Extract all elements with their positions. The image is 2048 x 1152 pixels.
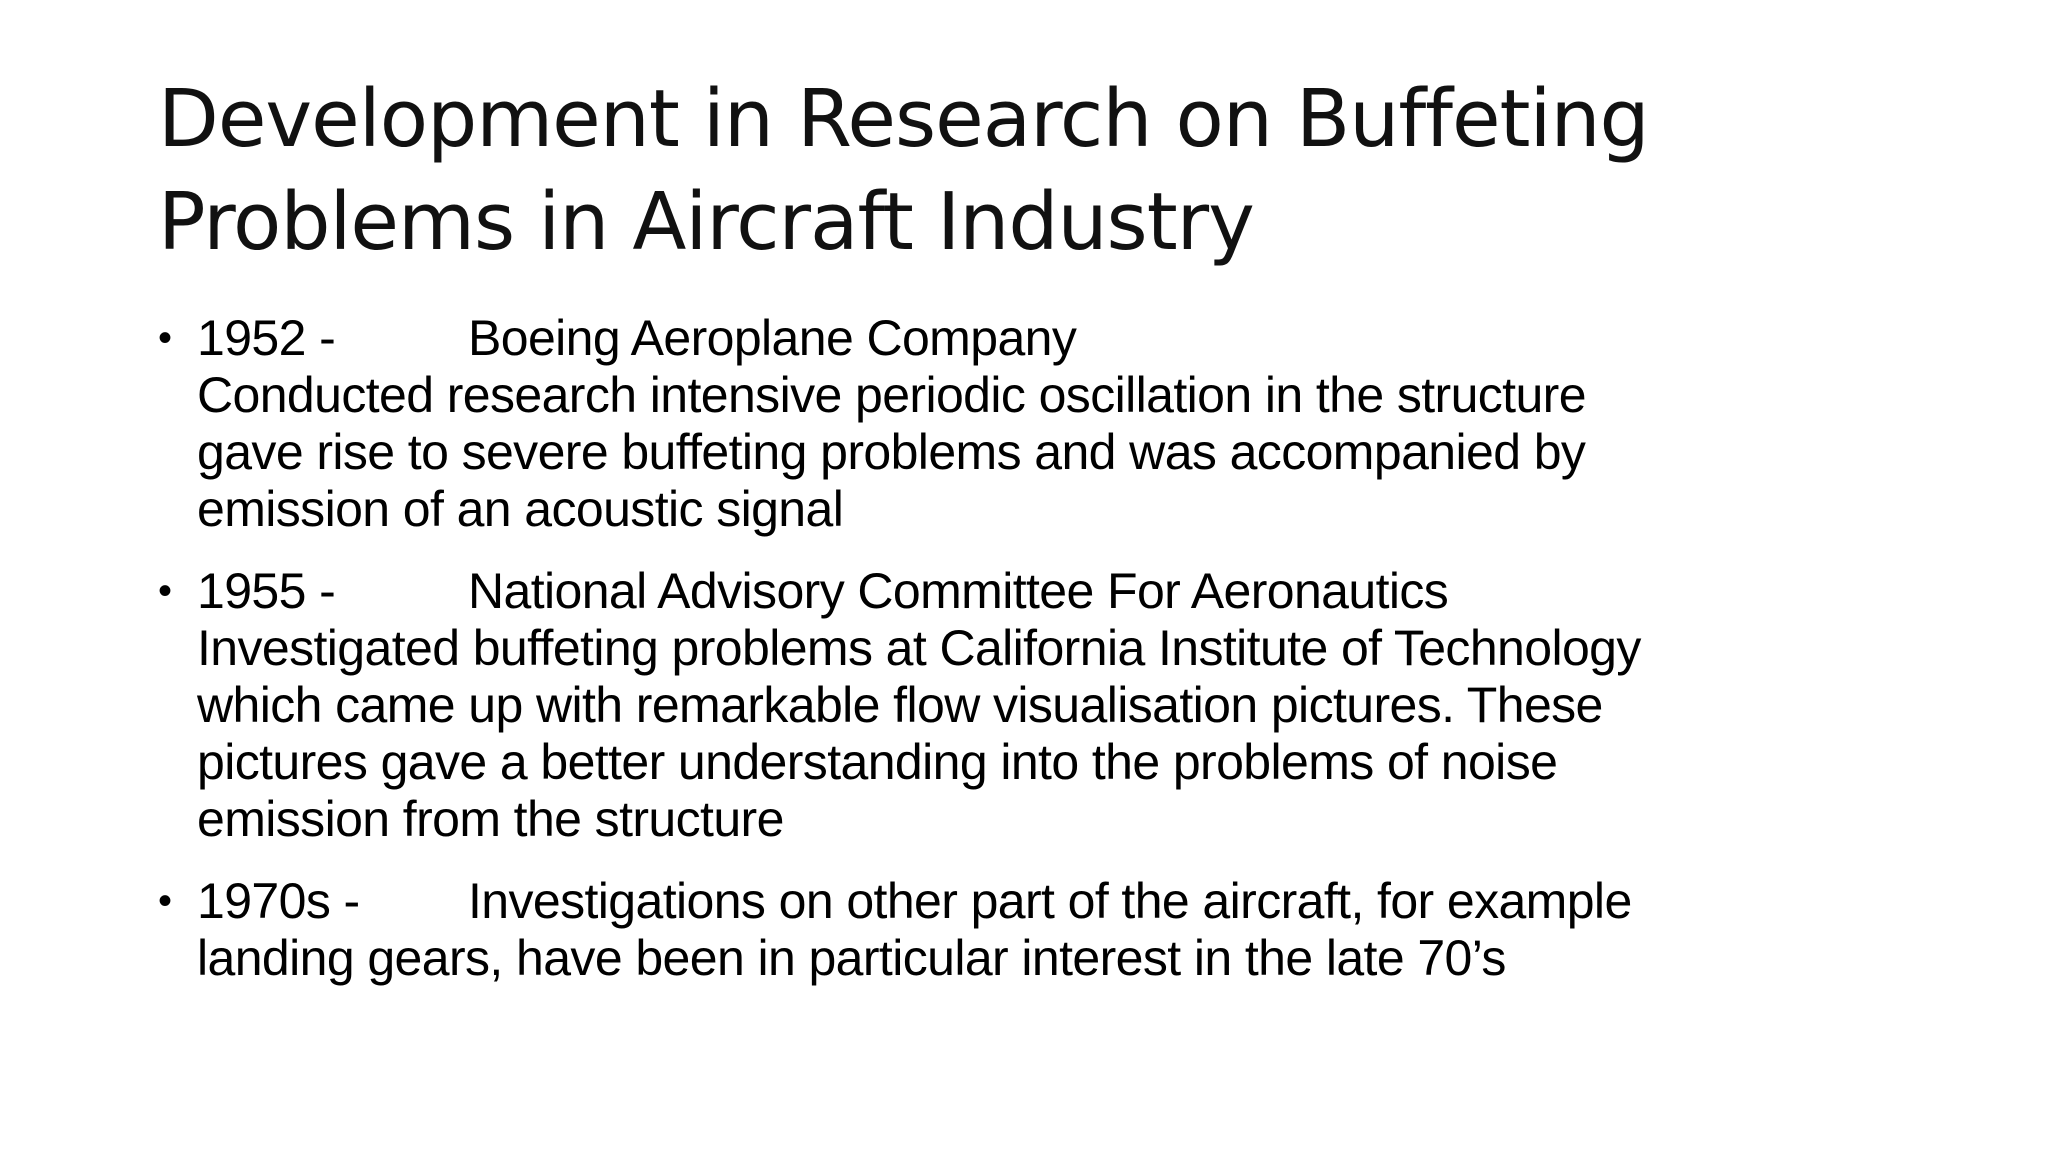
- bullet-year: 1970s -: [197, 873, 360, 929]
- bullet-text-line: gave rise to severe buffeting problems and was accompanied by: [197, 424, 1586, 480]
- bullet-item-1952: [158, 310, 1958, 538]
- bullet-icon: •: [158, 879, 173, 923]
- bullet-text-line: pictures gave a better understanding into the problems of noise: [197, 734, 1558, 790]
- bullet-text-line: Conducted research intensive periodic oscillation in the structure: [197, 367, 1586, 423]
- bullet-heading: National Advisory Committee For Aeronautics: [468, 563, 1449, 619]
- bullet-item-1970s: [158, 873, 1958, 987]
- bullet-heading: Boeing Aeroplane Company: [468, 310, 1077, 366]
- bullet-heading-line: [197, 873, 1958, 930]
- bullet-text-line: Investigated buffeting problems at California Institute of Technology: [197, 620, 1641, 676]
- bullet-icon: •: [158, 316, 173, 360]
- bullet-icon: •: [158, 569, 173, 613]
- bullet-year: 1952 -: [197, 310, 336, 366]
- bullet-heading: Investigations on other part of the aircraft, for example: [468, 873, 1632, 929]
- title-line-2: Problems in Aircraft Industry: [158, 176, 1254, 268]
- bullet-text-line: emission of an acoustic signal: [197, 481, 844, 537]
- bullet-list: [158, 310, 1958, 1012]
- bullet-heading-line: [197, 310, 1958, 367]
- bullet-heading-line: [197, 563, 1958, 620]
- bullet-text-line: which came up with remarkable flow visualisation pictures. These: [197, 677, 1603, 733]
- bullet-year: 1955 -: [197, 563, 336, 619]
- title-line-1: Development in Research on Buffeting: [158, 73, 1649, 165]
- bullet-text-line: landing gears, have been in particular interest in the late 70’s: [197, 930, 1506, 986]
- bullet-text-line: emission from the structure: [197, 791, 784, 847]
- bullet-item-1955: [158, 563, 1958, 848]
- slide-title: [158, 68, 1878, 274]
